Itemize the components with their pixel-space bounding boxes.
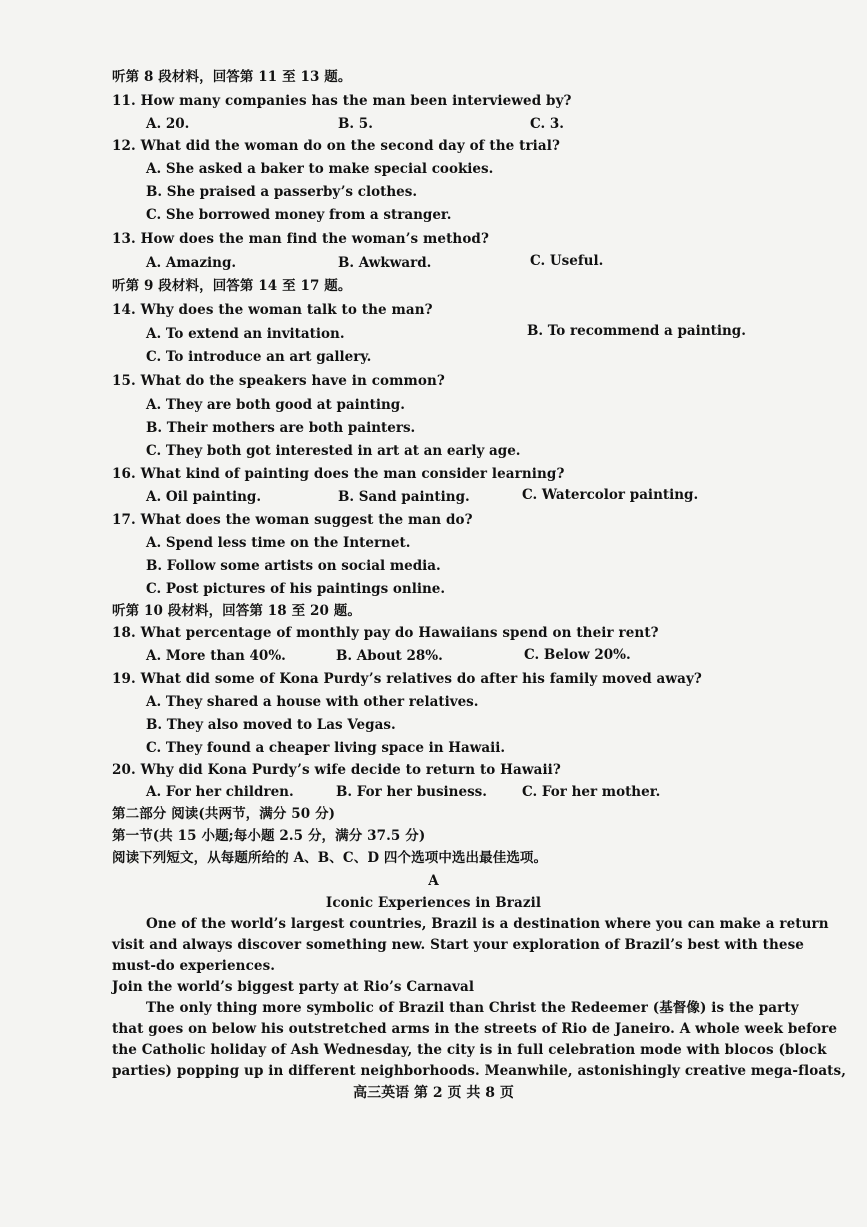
q13-option-a: A. Amazing.: [146, 255, 237, 271]
question-20: 20. Why did Kona Purdy’s wife decide to return to Hawaii?: [112, 762, 561, 778]
q20-option-a: A. For her children.: [146, 784, 294, 800]
q11-option-c: C. 3.: [530, 116, 565, 132]
q12-option-c: C. She borrowed money from a stranger.: [146, 207, 452, 223]
q11-option-b: B. 5.: [338, 116, 373, 132]
intro-line-2: visit and always discover something new. Start your exploration of Brazil’s best with these: [112, 937, 804, 953]
q14-option-c: C. To introduce an art gallery.: [146, 349, 372, 365]
body-line-4: parties) popping up in different neighborhoods. Meanwhile, astonishingly creative mega-floats,: [112, 1063, 847, 1079]
q18-option-c: C. Below 20%.: [524, 647, 631, 663]
q20-option-b: B. For her business.: [336, 784, 487, 800]
q20-option-c: C. For her mother.: [522, 784, 661, 800]
intro-line-3: must-do experiences.: [112, 958, 276, 974]
q19-option-c: C. They found a cheaper living space in Hawaii.: [146, 740, 506, 756]
q17-option-c: C. Post pictures of his paintings online.: [146, 581, 446, 597]
question-16: 16. What kind of painting does the man consider learning?: [112, 466, 565, 482]
reading-instruction: 阅读下列短文，从每题所给的 A、B、C、D 四个选项中选出最佳选项。: [112, 850, 548, 866]
section-header-8: 听第 8 段材料，回答第 11 至 13 题。: [112, 69, 352, 85]
subheading: Join the world’s biggest party at Rio’s Carnaval: [112, 979, 475, 995]
section-one-heading: 第一节(共 15 小题;每小题 2.5 分，满分 37.5 分): [112, 828, 426, 844]
part-two-heading: 第二部分 阅读(共两节，满分 50 分): [112, 806, 336, 822]
question-14: 14. Why does the woman talk to the man?: [112, 302, 433, 318]
q12-option-a: A. She asked a baker to make special cookies.: [146, 161, 494, 177]
q13-option-b: B. Awkward.: [338, 255, 432, 271]
question-17: 17. What does the woman suggest the man do?: [112, 512, 473, 528]
q15-option-c: C. They both got interested in art at an early age.: [146, 443, 521, 459]
question-18: 18. What percentage of monthly pay do Hawaiians spend on their rent?: [112, 625, 659, 641]
page-footer: 高三英语 第 2 页 共 8 页: [353, 1085, 514, 1101]
q14-option-b: B. To recommend a painting.: [527, 323, 746, 339]
q16-option-b: B. Sand painting.: [338, 489, 470, 505]
q17-option-a: A. Spend less time on the Internet.: [146, 535, 411, 551]
passage-letter: A: [428, 873, 439, 889]
q16-option-a: A. Oil painting.: [146, 489, 262, 505]
q18-option-b: B. About 28%.: [336, 648, 443, 664]
q15-option-a: A. They are both good at painting.: [146, 397, 405, 413]
intro-line-1: One of the world’s largest countries, Brazil is a destination where you can make a return: [146, 916, 829, 932]
body-line-3: the Catholic holiday of Ash Wednesday, the city is in full celebration mode with blocos (block: [112, 1042, 827, 1058]
q18-option-a: A. More than 40%.: [146, 648, 286, 664]
q16-option-c: C. Watercolor painting.: [522, 487, 699, 503]
question-13: 13. How does the man find the woman’s method?: [112, 231, 489, 247]
section-header-9: 听第 9 段材料，回答第 14 至 17 题。: [112, 278, 352, 294]
q11-option-a: A. 20.: [146, 116, 190, 132]
passage-title: Iconic Experiences in Brazil: [325, 895, 542, 911]
q13-option-c: C. Useful.: [530, 253, 604, 269]
q19-option-a: A. They shared a house with other relatives.: [146, 694, 479, 710]
q19-option-b: B. They also moved to Las Vegas.: [146, 717, 396, 733]
body-line-2: that goes on below his outstretched arms in the streets of Rio de Janeiro. A whole week before: [112, 1021, 838, 1037]
question-12: 12. What did the woman do on the second day of the trial?: [112, 138, 560, 154]
section-header-10: 听第 10 段材料，回答第 18 至 20 题。: [112, 603, 361, 619]
q17-option-b: B. Follow some artists on social media.: [146, 558, 441, 574]
body-line-1: The only thing more symbolic of Brazil than Christ the Redeemer (基督像) is the party: [146, 1000, 799, 1016]
q12-option-b: B. She praised a passerby’s clothes.: [146, 184, 418, 200]
question-19: 19. What did some of Kona Purdy’s relatives do after his family moved away?: [112, 671, 702, 687]
question-11: 11. How many companies has the man been interviewed by?: [112, 93, 572, 109]
q14-option-a: A. To extend an invitation.: [146, 326, 345, 342]
question-15: 15. What do the speakers have in common?: [112, 373, 445, 389]
q15-option-b: B. Their mothers are both painters.: [146, 420, 416, 436]
